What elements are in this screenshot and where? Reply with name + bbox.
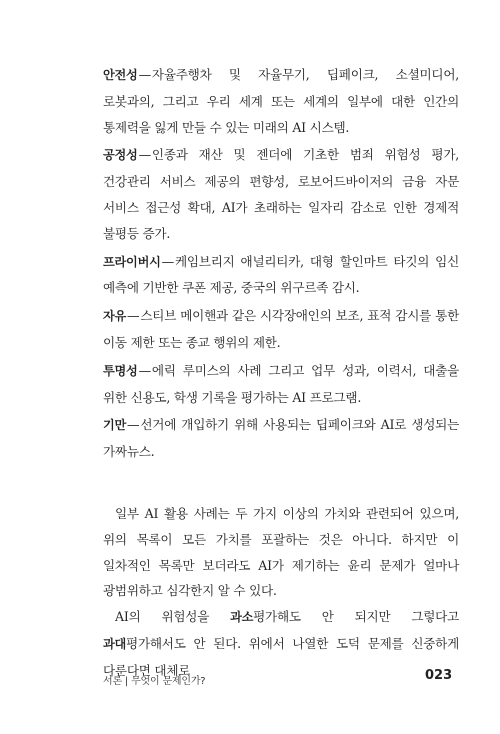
running-footer [103, 672, 205, 687]
term-safety: 안전성 [103, 68, 138, 82]
em-dash: — [127, 417, 140, 433]
list-item-privacy [103, 249, 459, 302]
footer-chapter: 서론 [103, 676, 122, 687]
section-spacer [103, 467, 459, 501]
term-transparency: 투명성 [103, 363, 138, 378]
list-item-freedom [103, 303, 459, 356]
em-dash: — [138, 67, 151, 82]
item-text-safety: 자율주행차 및 자율무기, 딥페이크, 소셜미디어, 로봇과의, 그리고 우리 세계 또는 세계의 일부에 대한 인간의 통제력을 잃게 만들 수 있는 미래의 AI 시스템. [103, 67, 459, 135]
list-item-safety [103, 62, 459, 140]
em-dash: — [138, 362, 151, 378]
term-privacy: 프라이버시 [103, 254, 161, 269]
list-item-deception [103, 412, 459, 465]
paragraph-scope: 일부 AI 활용 사례는 두 가지 이상의 가치와 관련되어 있으며, 위의 목록이 모든 가치를 포괄하는 것은 아니다. 하지만 이 일차적인 목록만 보더라도 AI가 제기하는 윤리 문제가 얼마나 광범위하고 심각한지 알 수 있다. [103, 505, 459, 599]
em-dash: — [161, 253, 174, 269]
term-fairness: 공정성 [103, 148, 138, 163]
list-item-transparency [103, 358, 459, 411]
item-text-transparency: 에릭 루미스의 사례 그리고 업무 성과, 이력서, 대출을 위한 신용도, 학생 기록을 평가하는 AI 프로그램. [103, 362, 459, 405]
paragraph-risk-part2: 평가해도 안 되지만 그렇다고 [253, 609, 459, 625]
list-item-fairness [103, 142, 459, 246]
paragraph-risk-part3: 평가해서도 안 된다. 위에서 나열한 도덕 문제를 신중하게 다룬다면 대체로 [103, 635, 459, 678]
paragraph-risk-part1: AI의 위험성을 [115, 609, 231, 625]
item-text-fairness: 인종과 재산 및 젠더에 기초한 범죄 위험성 평가, 건강관리 서비스 제공의 편향성, 로보어드바이저의 금융 자문 서비스 접근성 확대, AI가 초래하는 일자리 감소로 인한 경제적 불평등 증가. [103, 147, 459, 241]
footer-separator: | [124, 676, 129, 687]
page-number: 023 [425, 668, 453, 683]
item-text-freedom: 스티브 메이핸과 같은 시각장애인의 보조, 표적 감시를 통한 이동 제한 또는 종교 행위의 제한. [103, 308, 459, 350]
em-dash: — [127, 308, 140, 324]
term-deception: 기만 [103, 418, 127, 433]
emphasis-overestimate: 과대 [103, 636, 127, 651]
item-text-privacy: 케임브리지 애널리티카, 대형 할인마트 타깃의 임신 예측에 기반한 쿠폰 제공, 중국의 위구르족 감시. [103, 253, 459, 296]
item-text-deception: 선거에 개입하기 위해 사용되는 딥페이크와 AI로 생성되는 가짜뉴스. [103, 417, 459, 460]
em-dash: — [138, 147, 151, 163]
emphasis-underestimate: 과소 [230, 610, 254, 625]
page-body [103, 62, 459, 684]
term-freedom: 자유 [103, 309, 127, 324]
footer-title: 무엇이 문제인가? [131, 676, 206, 687]
